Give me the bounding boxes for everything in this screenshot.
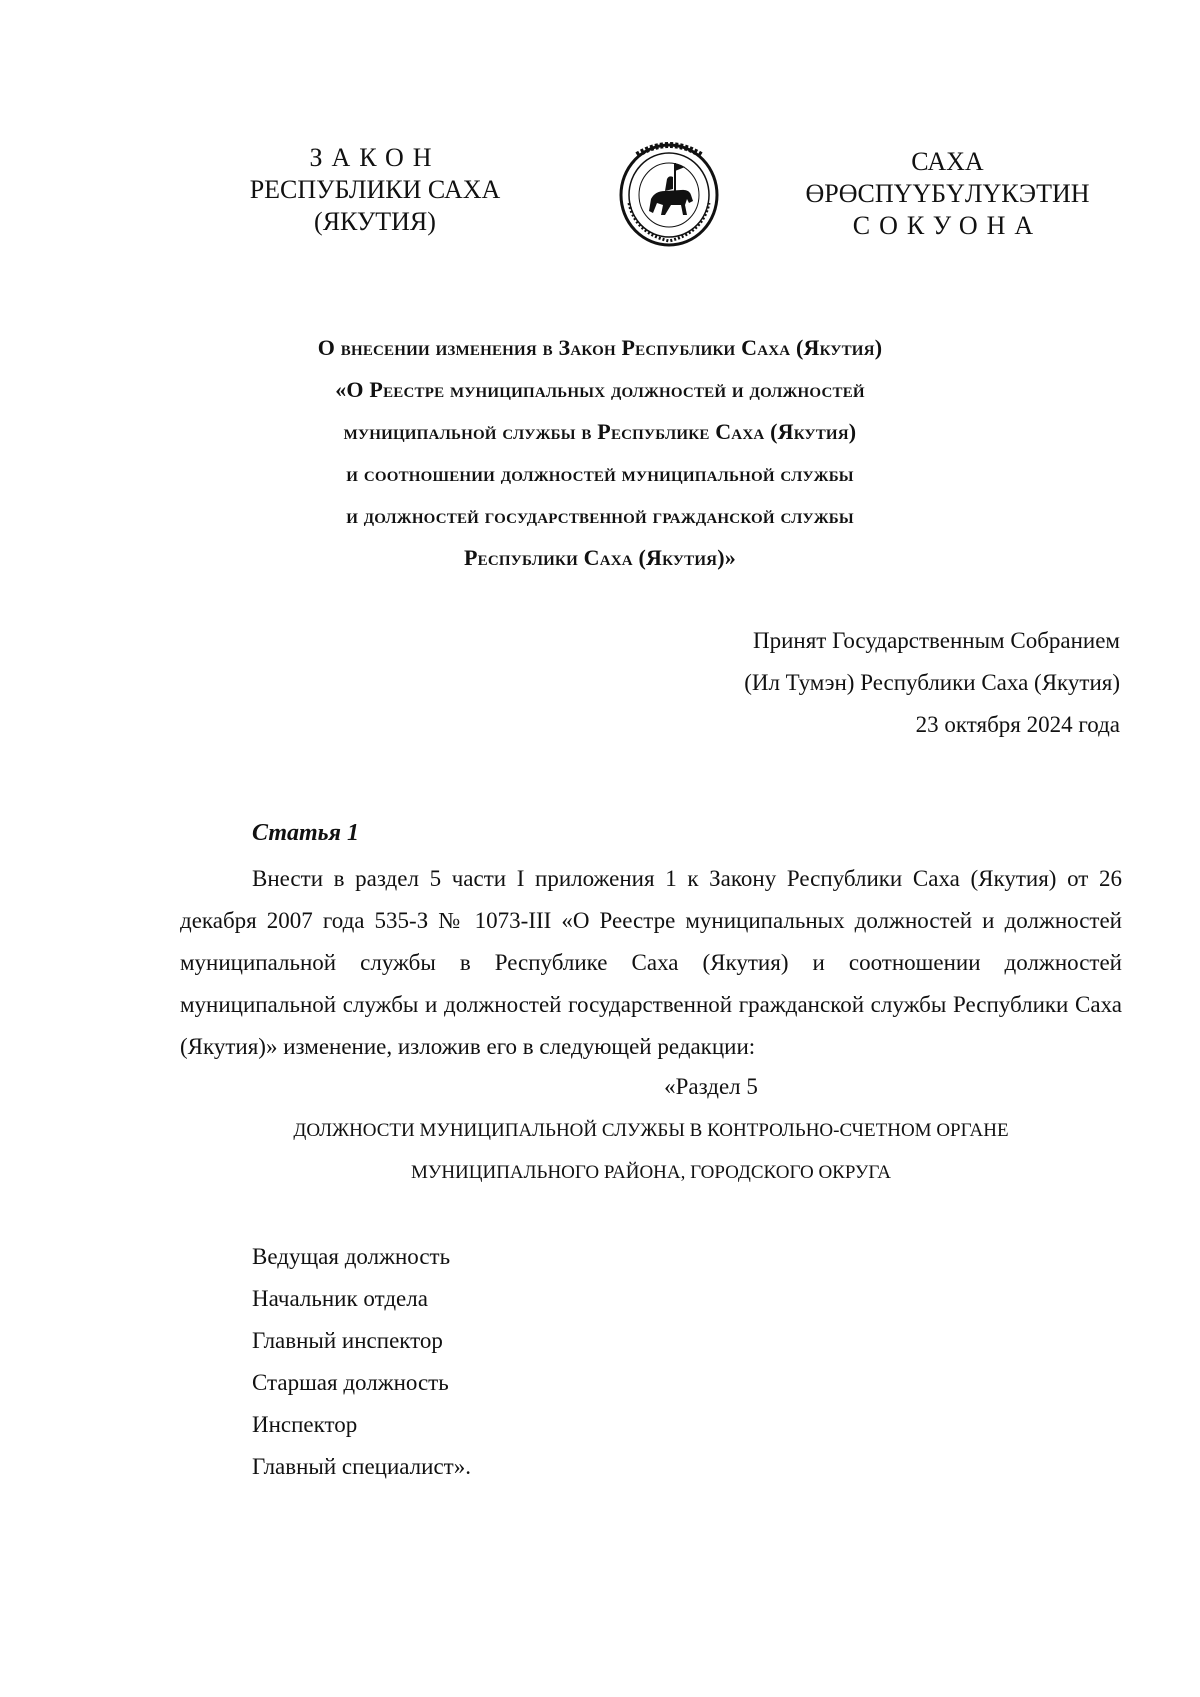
- header-right: [775, 146, 1120, 242]
- law-word-sakha: СОКУОНА: [852, 211, 1043, 240]
- article-heading: Статья 1: [252, 820, 360, 846]
- coat-of-arms-icon: [615, 133, 723, 251]
- section-title-line: ДОЛЖНОСТИ МУНИЦИПАЛЬНОЙ СЛУЖБЫ В КОНТРОЛЬНО-СЧЕТНОМ ОРГАНЕ: [293, 1120, 1009, 1141]
- law-word: ЗАКОН: [309, 143, 441, 172]
- republic-name-ru: РЕСПУБЛИКИ САХА (ЯКУТИЯ): [249, 175, 501, 236]
- republic-name-sakha: САХА ӨРӨСПҮҮБҮЛҮКЭТИН: [805, 147, 1090, 208]
- title-line: и должностей государственной гражданской службы: [346, 503, 854, 528]
- header-left: [205, 142, 545, 238]
- adoption-line: (Ил Тумэн) Республики Саха (Якутия): [744, 670, 1120, 695]
- list-item: Начальник отдела: [252, 1286, 428, 1311]
- adoption-line: Принят Государственным Собранием: [752, 628, 1120, 653]
- section-label: [180, 1066, 1122, 1108]
- list-item: Инспектор: [252, 1412, 358, 1437]
- title-line: О внесении изменения в Закон Республики Саха (Якутия): [317, 335, 883, 360]
- section-title: [180, 1110, 1122, 1194]
- title-line: «О Реестре муниципальных должностей и должностей: [335, 377, 865, 402]
- section-label-text: «Раздел 5: [664, 1074, 758, 1099]
- adoption-info: [744, 620, 1120, 746]
- article-body: [180, 858, 1122, 1068]
- article-paragraph: Внести в раздел 5 части I приложения 1 к Закону Республики Саха (Якутия) от 26 декабря 2007 года 535-З № 1073-III «О Реестре муниципальных должностей и должностей муниципальной службы в Республике Саха (Якутия) и соотношении должностей муниципальной службы и должностей государственной гражданской службы Республики Саха (Якутия)» изменение, изложив его в следующей редакции:: [180, 866, 1122, 1059]
- list-item: Старшая должность: [252, 1370, 449, 1395]
- list-item: Ведущая должность: [252, 1244, 451, 1269]
- section-title-line: МУНИЦИПАЛЬНОГО РАЙОНА, ГОРОДСКОГО ОКРУГА: [410, 1162, 892, 1183]
- list-item: Главный специалист».: [252, 1454, 471, 1479]
- title-line: и соотношении должностей муниципальной службы: [346, 461, 854, 486]
- document-title: [230, 327, 970, 579]
- positions-list: [252, 1236, 471, 1488]
- title-line: Республики Саха (Якутия)»: [464, 545, 736, 570]
- adoption-date: 23 октября 2024 года: [915, 712, 1120, 737]
- title-line: муниципальной службы в Республике Саха (Якутия): [343, 419, 857, 444]
- list-item: Главный инспектор: [252, 1328, 443, 1353]
